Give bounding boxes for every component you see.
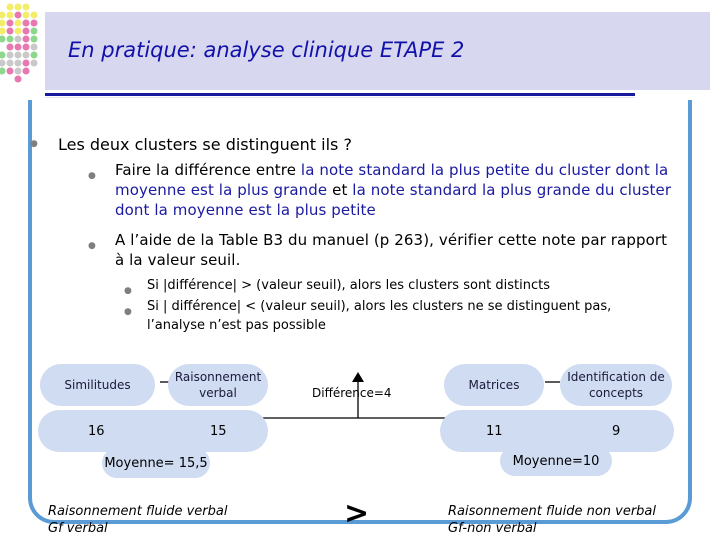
- right-cluster-name: [448, 503, 656, 537]
- slide-title: En pratique: analyse clinique ETAPE 2: [68, 38, 465, 62]
- subtest-identification-de-concepts: Identification de concepts: [560, 364, 672, 406]
- score-similitudes: 16: [88, 424, 105, 439]
- sub-bullet-1-part2: et: [327, 181, 353, 199]
- sub-sub-bullet-2-text: Si | différence| < (valeur seuil), alors les clusters ne se distinguent pas, l’analyse n’est pas possible: [147, 299, 612, 333]
- sub-bullet-1-part1: Faire la différence entre: [115, 161, 301, 179]
- bullet-icon: ●: [124, 286, 132, 296]
- left-mean: Moyenne= 15,5: [102, 448, 210, 478]
- difference-value: Différence=4: [312, 386, 392, 400]
- subtest-matrices: Matrices: [444, 364, 544, 406]
- right-cluster-name-line1: Raisonnement fluide non verbal: [448, 504, 657, 519]
- sub-bullet-1-highlight1: la note standard la plus petite du cluster dont la moyenne est la plus grande: [115, 161, 669, 199]
- score-raisonnement-verbal: 15: [210, 424, 227, 439]
- bullet-icon: ●: [30, 139, 38, 149]
- bullet-icon: ●: [124, 307, 132, 317]
- sub-bullet-2-text: A l’aide de la Table B3 du manuel (p 263), vérifier cette note par rapport à la valeur seuil.: [115, 231, 668, 269]
- main-bullet-text: Les deux clusters se distinguent ils ?: [58, 135, 352, 154]
- subtest-similitudes: Similitudes: [40, 364, 155, 406]
- score-identification-de-concepts: 9: [612, 424, 621, 439]
- right-mean: Moyenne=10: [500, 446, 612, 476]
- sub-bullet-1-highlight2: la note standard la plus grande du cluster dont la moyenne est la plus petite: [115, 181, 672, 219]
- comparison-symbol: >: [344, 496, 370, 531]
- right-cluster-name-line2: Gf-non verbal: [448, 521, 537, 536]
- subtest-raisonnement-verbal: Raisonnement verbal: [168, 364, 268, 406]
- bullet-icon: ●: [88, 241, 96, 251]
- sub-sub-bullet-1-text: Si |différence| > (valeur seuil), alors les clusters sont distincts: [147, 278, 551, 293]
- left-cluster-name-line2: Gf verbal: [48, 521, 108, 536]
- left-scores-pill: [38, 410, 268, 452]
- score-matrices: 11: [486, 424, 503, 439]
- left-cluster-name-line1: Raisonnement fluide verbal: [48, 504, 228, 519]
- bullet-icon: ●: [88, 171, 96, 181]
- left-cluster-name: [48, 503, 227, 537]
